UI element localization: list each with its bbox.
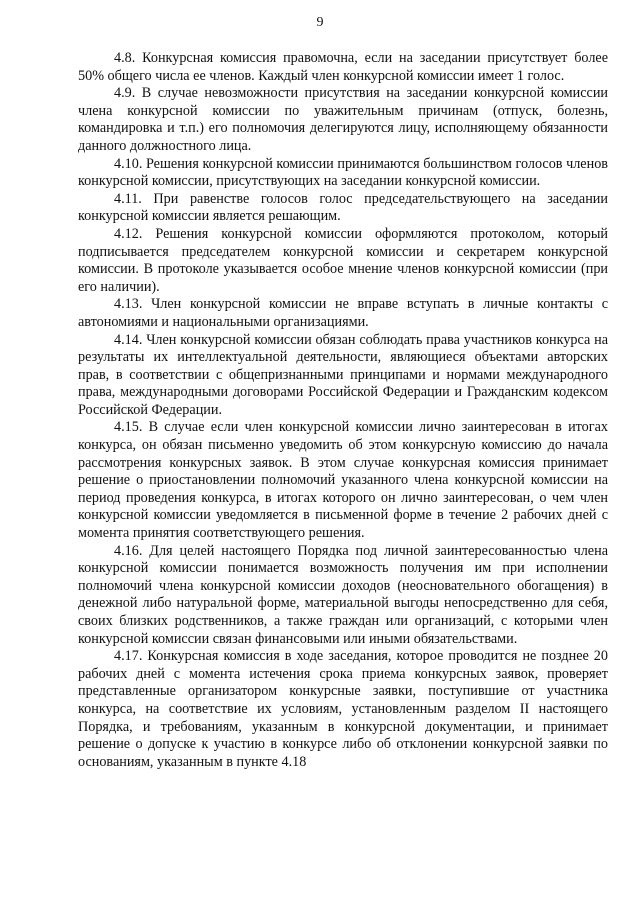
paragraph-4-8: 4.8. Конкурсная комиссия правомочна, если на заседании присутствует более 50% общего числа ее членов. Каждый член конкурсной комиссии имеет 1 голос. xyxy=(78,50,608,84)
paragraph-4-16: 4.16. Для целей настоящего Порядка под личной заинтересованностью члена конкурсной комиссии понимается возможность получения им при исполнении полномочий члена конкурсной комиссии доходов (неосновательного обогащения) в денежной либо натуральной форме, материальной выгоды непосредственно для себя, своих близких родственников, а также граждан или организаций, с которыми член конкурсной комиссии связан финансовыми или иными обязательствами. xyxy=(78,542,608,647)
paragraph-4-11: 4.11. При равенстве голосов голос председательствующего на заседании конкурсной комиссии является решающим. xyxy=(78,190,608,225)
paragraph-4-13: 4.13. Член конкурсной комиссии не вправе вступать в личные контакты с автономиями и национальными организациями. xyxy=(78,296,608,330)
paragraph-4-9: 4.9. В случае невозможности присутствия на заседании конкурсной комиссии члена конкурсной комиссии по уважительным причинам (отпуск, болезнь, командировка и т.п.) его полномочия делегируются лицу, исполняющему обязанности данного должностного лица. xyxy=(78,85,608,154)
page-number: 9 xyxy=(316,15,324,30)
paragraph-4-12: 4.12. Решения конкурсной комиссии оформляются протоколом, который подписывается председателем конкурсной комиссии и секретарем конкурсной комиссии. В протоколе указывается особое мнение членов конкурсной комиссии (при его наличии). xyxy=(78,225,608,295)
paragraph-4-10: 4.10. Решения конкурсной комиссии принимаются большинством голосов членов конкурсной комиссии, присутствующих на заседании конкурсной комиссии. xyxy=(78,155,608,190)
paragraph-4-15: 4.15. В случае если член конкурсной комиссии лично заинтересован в итогах конкурса, он обязан письменно уведомить об этом конкурсную комиссию до начала рассмотрения конкурсных заявок. В этом случае конкурсная комиссия принимает решение о приостановлении полномочий указанного члена конкурсной комиссии на период проведения конкурса, в итогах которого он лично заинтересован, о чем член конкурсной комиссии уведомляется в письменной форме в течение 2 рабочих дней с момента принятия соответствующего решения. xyxy=(78,419,608,542)
document-body xyxy=(78,50,608,771)
paragraph-4-17: 4.17. Конкурсная комиссия в ходе заседания, которое проводится не позднее 20 рабочих дней с момента истечения срока приема конкурсных заявок, проверяет представленные организатором конкурсные заявки, поступившие от участника конкурса, на соответствие их условиям, установленным разделом II настоящего Порядка, и требованиям, указанным в конкурсной документации, и принимает решение о допуске к участию в конкурсе либо об отклонении конкурсной заявки по основаниям, указанным в пункте 4.18 xyxy=(78,648,608,770)
paragraph-4-14: 4.14. Член конкурсной комиссии обязан соблюдать права участников конкурса на результаты их интеллектуальной деятельности, являющиеся объектами авторских прав, в соответствии с общепризнанными принципами и нормами международного права, международными договорами Российской Федерации и Гражданским кодексом Российской Федерации. xyxy=(78,331,608,418)
